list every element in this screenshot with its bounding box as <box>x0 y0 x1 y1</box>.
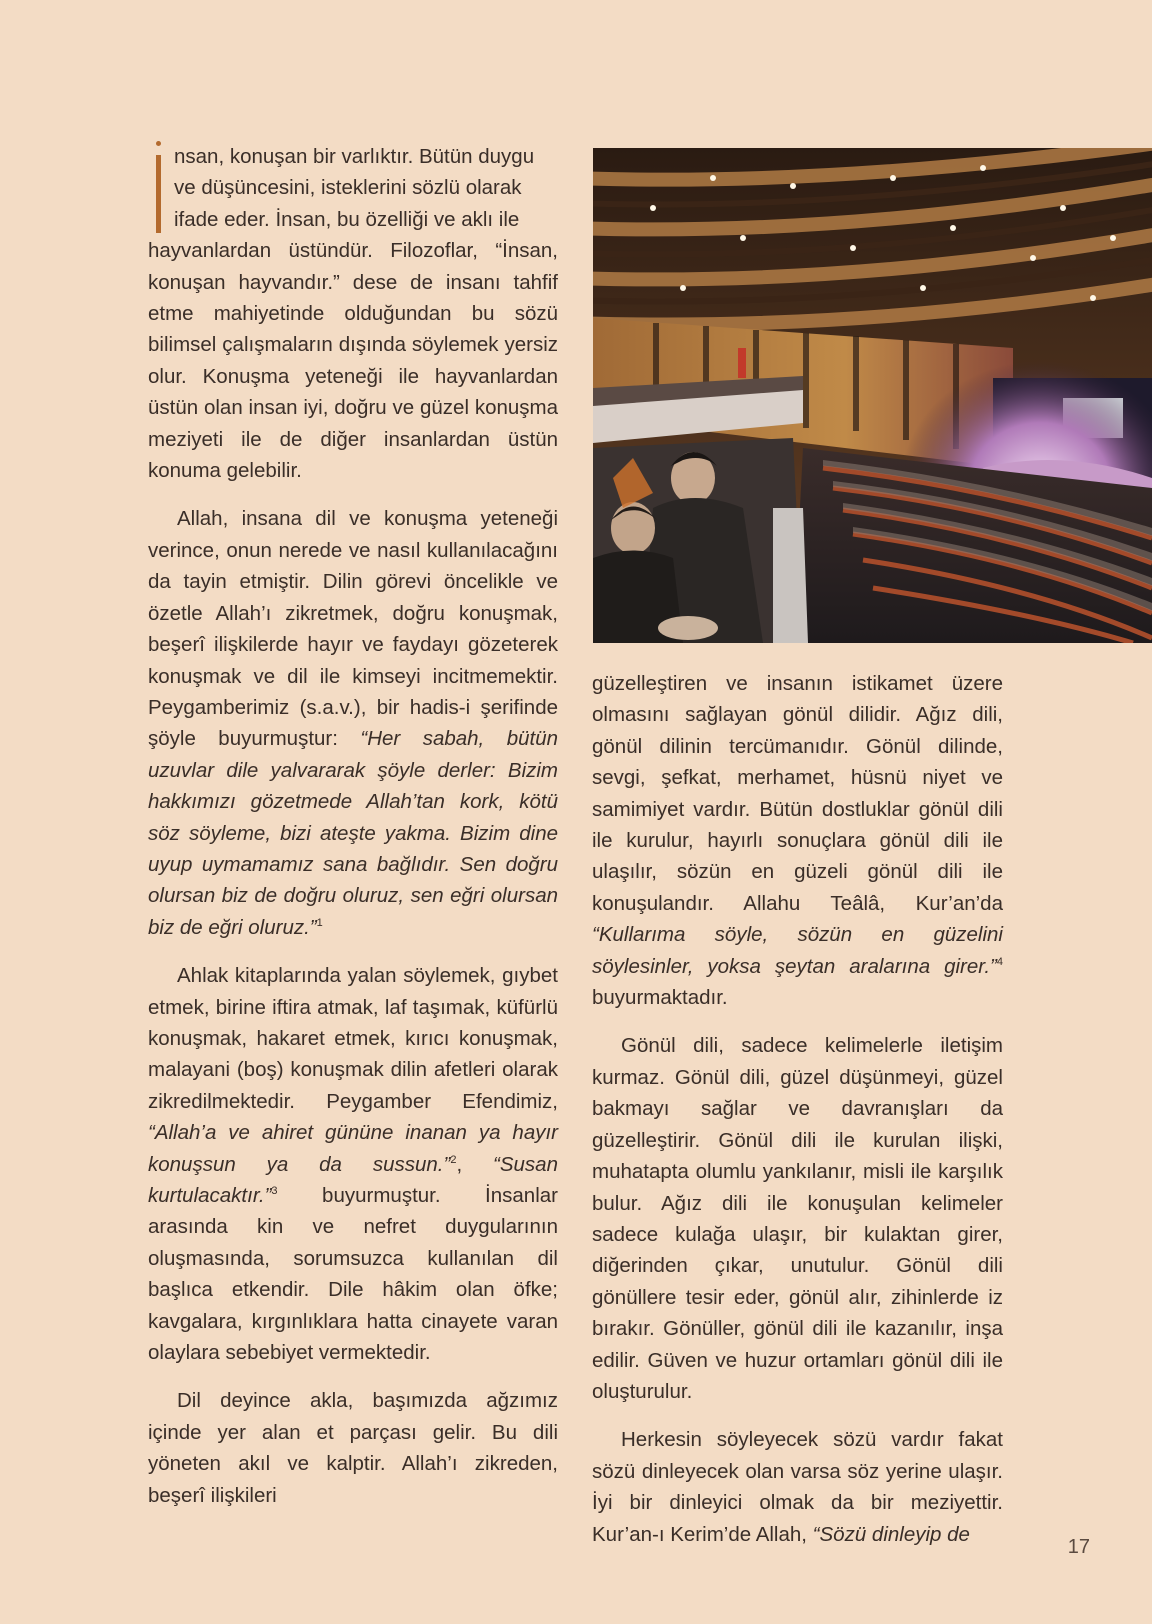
line: ifade eder. İnsan, bu özelliği ve aklı ile <box>174 207 520 231</box>
paragraph <box>592 668 1003 1013</box>
paragraph-text: güzelleştiren ve insanın istikamet üzere olmasını sağlayan gönül dilidir. Ağız dili, gönül dilinin tercümanıdır. Gönül dilinde, sevgi, şefkat, merhamet, hüsnü niyet ve samimiyet vardır. Bütün dostluklar gönül dili ile kurulur, hayırlı sonuçlara gönül dili ile ulaşılır, sözün en güzeli gönül dili ile konuşulandır. Allahu Teâlâ, Kur’an’da <box>592 672 1003 915</box>
paragraph-text: Allah, insana dil ve konuşma yeteneği verince, onun nerede ve nasıl kullanılacağını da tayin etmiştir. Dilin görevi öncelikle ve özetle Allah’ı zikretmek, doğru konuşmak, beşerî ilişkilerde hayır ve faydayı gözeterek konuşmak ve dil ile kimseyi incitmemektir. Peygamberimiz (s.a.v.), bir hadis-i şerifinde şöyle buyurmuştur: <box>148 507 558 751</box>
first-paragraph <box>148 141 558 486</box>
hadith-quote: “Her sabah, bütün uzuvlar dile yalvararak şöyle derler: Bizim hakkımızı gözetmede Allah’tan kork, kötü söz söyleme, bizi ateşte yakma. Bizim dine uyup uymamamız sana bağlıdır. Sen doğru olursan biz de doğru oluruz, sen eğri olursan biz de eğri oluruz.” <box>148 727 558 939</box>
footnote-ref: 2 <box>450 1153 457 1166</box>
line: ve düşüncesini, isteklerini sözlü olarak <box>174 176 522 200</box>
footnote-ref: 1 <box>316 916 323 929</box>
conference-hall-photo <box>593 148 1152 643</box>
paragraph-text: Herkesin söyleyecek sözü vardır fakat sözü dinleyecek olan varsa söz yerine ulaşır. İyi bir dinleyici olmak da bir meziyettir. Kur’an-ı Kerim’de Allah, <box>592 1428 1003 1546</box>
verse-quote: “Sözü dinleyip de <box>812 1522 970 1546</box>
paragraph: Gönül dili, sadece kelimelerle iletişim kurmaz. Gönül dili, güzel düşünmeyi, güzel bakmayı sağlar ve davranışları da güzelleştirir. Gönül dili ile kurulan ilişki, muhatapta olumlu yankılanır, misli ile karşılık bulur. Ağız dili ile konuşulan kelimeler sadece kulağa ulaşır, bir kulaktan girer, diğerinden çıkar, unutulur. Gönül dili gönüllere tesir eder, gönül alır, zihinlerde iz bırakır. Gönüller, gönül dili ile kazanılır, inşa edilir. Güven ve huzur ortamları gönül dili ile oluşturulur. <box>592 1034 1003 1403</box>
paragraph <box>148 503 558 943</box>
paragraph <box>592 1424 1003 1550</box>
drop-cap <box>156 141 161 228</box>
separator: , <box>456 1152 494 1176</box>
hadith-quote: “Allah’a ve ahiret gününe inanan ya hayır konuşsun ya da sussun.” <box>148 1121 558 1176</box>
paragraph: Dil deyince akla, başımızda ağzımız içinde yer alan et parçası gelir. Bu dili yöneten akıl ve kalptir. Allah’ı zikreden, beşerî ilişkileri <box>148 1389 558 1507</box>
paragraph-text: buyurmaktadır. <box>592 986 728 1010</box>
hadith-quote: “Susan kurtulacaktır.” <box>148 1152 558 1207</box>
paragraph-text: Ahlak kitaplarında yalan söylemek, gıybet etmek, birine iftira atmak, laf taşımak, küfürlü konuşmak, hakaret etmek, kırıcı konuşmak, malayani (boş) konuşmak dilin afetleri olarak zikredilmektedir. Peygamber Efendimiz, <box>148 964 558 1113</box>
right-column <box>592 668 1003 1567</box>
line: nsan, konuşan bir varlıktır. Bütün duygu <box>174 145 535 168</box>
paragraph <box>148 960 558 1368</box>
footnote-ref: 4 <box>996 955 1003 968</box>
paragraph-text: hayvanlardan üstündür. Filozoflar, “İnsan, konuşan hayvandır.” dese de insanı tahfif etme mahiyetinde olduğundan bu sözü bilimsel çalışmaların dışında söylemek yersiz olur. Konuşma yeteneği ile hayvanlardan üstün olan insan iyi, doğru ve güzel konuşma meziyeti ile de diğer insanlardan üstün konuma gelebilir. <box>148 239 558 483</box>
left-column <box>148 141 558 1528</box>
verse-quote: “Kullarıma söyle, sözün en güzelini söylesinler, yoksa şeytan aralarına girer.” <box>592 923 1003 978</box>
paragraph-text: buyurmuştur. İnsanlar arasında kin ve nefret duygularının oluşmasında, sorumsuzca kullanılan dil başlıca etkendir. Dile hâkim olan öfke; kavgalara, kırgınlıklara hatta cinayete varan olaylara sebebiyet vermektedir. <box>148 1184 558 1365</box>
page-number: 17 <box>1067 1536 1090 1558</box>
footnote-ref: 3 <box>271 1185 278 1198</box>
